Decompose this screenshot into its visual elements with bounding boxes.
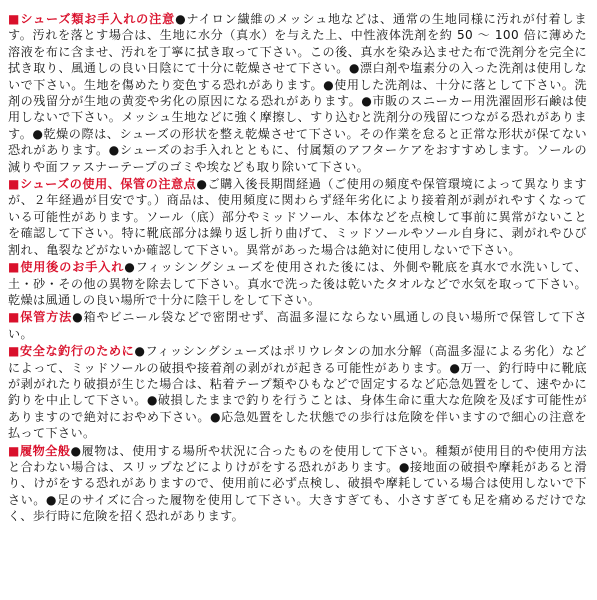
section-body: ●フィッシングシューズはポリウレタンの加水分解（高温多湿による劣化）などによって、ミッドソールの破損や接着剤の剥がれが起きる可能性があります。●万一、釣行時中に靴底が剥がれたり破損が生じた場合は、粘着テープ類やひもなどで固定するなど応急処置をして、速やかに釣りを中止して下さい。●破損したままで釣りを行うことは、身体生命に重大な危険を及ぼす可能性がありますので絶対におやめ下さい。●応急処置をした状態での歩行は危険を伴いますので細心の注意を払って下さい。	[8, 344, 587, 441]
section-storage	[8, 309, 587, 342]
section-heading	[8, 344, 134, 358]
heading-title: シューズ類お手入れの注意	[20, 12, 176, 26]
section-safe-fishing	[8, 343, 587, 441]
heading-title: シューズの使用、保管の注意点	[20, 177, 197, 192]
section-after-use	[8, 259, 587, 308]
section-heading	[8, 177, 196, 191]
section-footwear-general	[8, 443, 587, 525]
section-heading	[8, 12, 175, 26]
heading-marker: ■	[8, 443, 20, 458]
heading-marker: ■	[8, 344, 21, 359]
heading-marker: ■	[8, 310, 21, 325]
section-use-storage	[8, 176, 587, 258]
heading-title: 安全な釣行のために	[20, 344, 135, 359]
heading-title: 履物全般	[19, 443, 71, 458]
section-body: ●フィッシングシューズを使用された後には、外側や靴底を真水で水洗いして、土・砂・その他の異物を除去して下さい。真水で洗った後は乾いたタオルなどで水気を取って下さい。乾燥は風通しの良い場所で十分に陰干しをして下さい。	[8, 260, 588, 307]
heading-marker: ■	[8, 12, 21, 26]
section-body: ●ナイロン繊維のメッシュ地などは、通常の生地同様に汚れが付着します。汚れを落とす場合は、生地に水分（真水）を与えた上、中性液体洗剤を約 50 〜 100 倍に薄めた溶液を布に含ませ、汚れを丁寧に拭き取って下さい。この後、真水を染み込ませた布で洗剤分を完全に拭き取り、風通しの良い日陰にて十分に乾燥させて下さい。●漂白剤や塩素分の入った洗剤は使用しないで下さい。生地を傷めたり変色する恐れがあります。●使用した洗剤は、十分に落として下さい。洗剤の残留分が生地の黄変や劣化の原因になる恐れがあります。●市販のスニーカー用洗濯固形石鹸は使用しないで下さい。メッシュ生地などに強く摩擦し、すり込むと洗剤分の残留につながる恐れがあります。●乾燥の際は、シューズの形状を整え乾燥させて下さい。その作業を怠ると正常な形状が保てない恐れがあります。●シューズのお手入れとともに、付属類のアフターケアをおすすめします。ソールの減りや面ファスナーテープのゴミや埃なども取り除いて下さい。	[8, 12, 587, 174]
section-body: ●ご購入後長期間経過（ご使用の頻度や保管環境によって異なりますが、２年経過が目安です。）商品は、使用頻度に関わらず経年劣化により接着剤が剥がれやすくなっている可能性があります。ソール（底）部分やミッドソール、本体などを点検して事前に異常がないことを確認して下さい。特に靴底部分は繰り返し折り曲げて、ミッドソールやソール自身に、剥がれやひび割れ、亀裂などがないか確認して下さい。異常があった場合は絶対に使用しないで下さい。	[8, 177, 587, 257]
section-body: ●履物は、使用する場所や状況に合ったものを使用して下さい。種類が使用目的や使用方法と合わない場合は、スリップなどによりけがをする恐れがあります。●接地面の破損や摩耗があると滑り、けがをする恐れがありますので、使用前に必ず点検し、破損や摩耗している場合は使用しないで下さい。●足のサイズに合った履物を使用して下さい。大きすぎても、小さすぎても足を痛めるだけでなく、歩行時に危険を招く恐れがあります。	[8, 443, 588, 524]
heading-title: 使用後のお手入れ	[20, 260, 125, 275]
heading-title: 保管方法	[20, 310, 73, 325]
section-heading	[8, 444, 71, 458]
heading-marker: ■	[8, 177, 20, 192]
section-shoe-care	[8, 11, 587, 175]
section-heading	[8, 310, 72, 324]
section-heading	[8, 260, 124, 274]
section-body: ●箱やビニール袋などで密閉せず、高温多湿にならない風通しの良い場所で保管して下さい。	[8, 310, 588, 341]
heading-marker: ■	[8, 260, 21, 275]
